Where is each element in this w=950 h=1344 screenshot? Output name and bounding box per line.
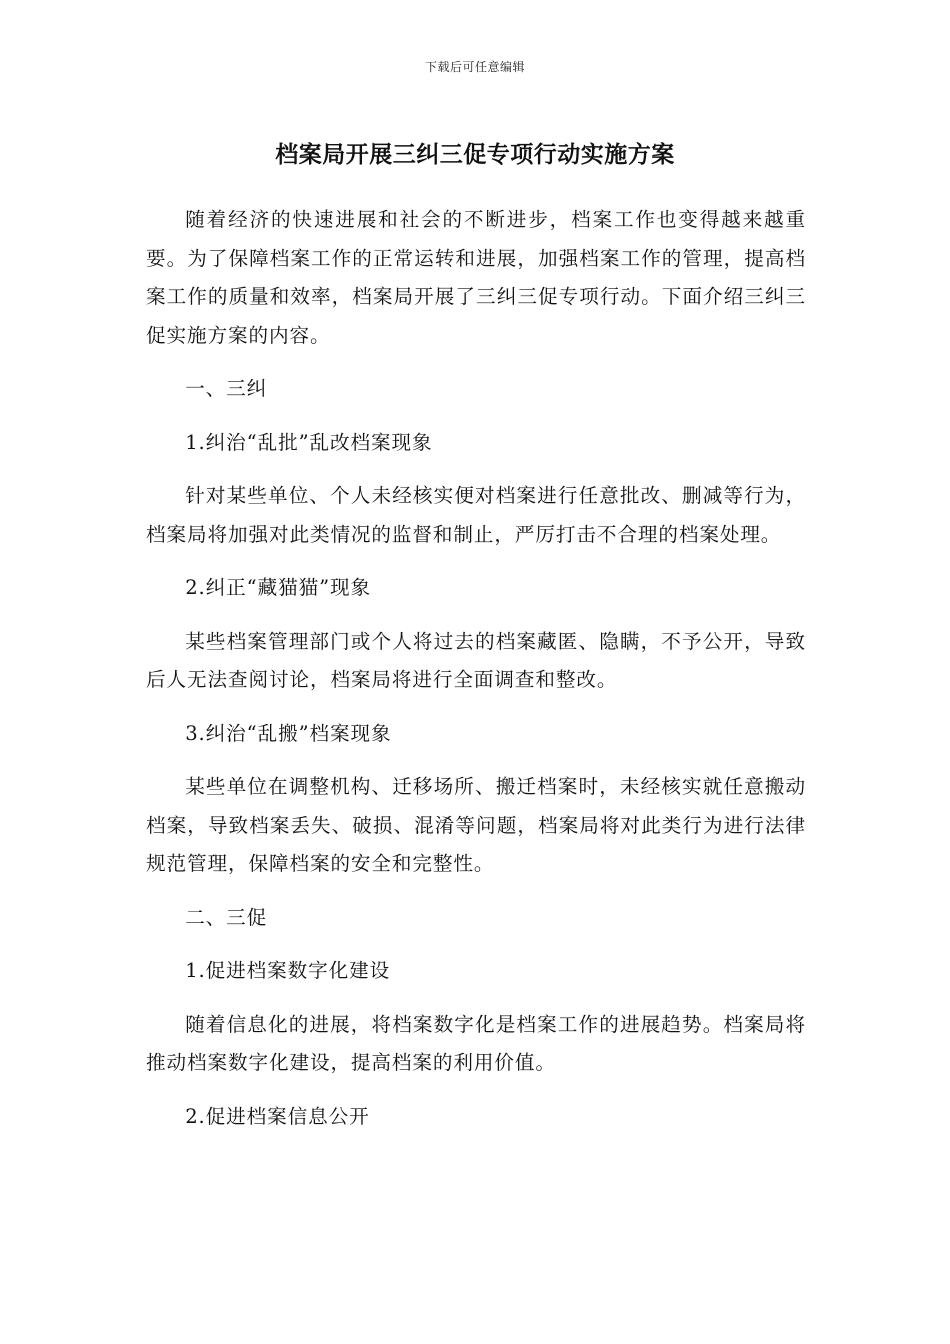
subheading-item-3: 3.纠治“乱搬”档案现象 bbox=[185, 721, 392, 745]
section-heading-san-jiu: 一、三纠 bbox=[185, 377, 268, 400]
document-body bbox=[146, 201, 806, 1151]
body-paragraph: 某些单位在调整机构、迁移场所、搬迁档案时，未经核实就任意搬动档案，导致档案丢失、破损、混淆等问题，档案局将对此类行为进行法律规范管理，保障档案的安全和完整性。 bbox=[146, 775, 806, 875]
body-paragraph: 随着信息化的进展，将档案数字化是档案工作的进展趋势。档案局将推动档案数字化建设，提高档案的利用价值。 bbox=[146, 1012, 806, 1074]
section-heading-san-cu: 二、三促 bbox=[185, 905, 268, 929]
subheading-item-2: 2.纠正“藏猫猫”现象 bbox=[185, 576, 371, 599]
body-paragraph: 针对某些单位、个人未经核实便对档案进行任意批改、删减等行为，档案局将加强对此类情况的监督和制止，严厉打击不合理的档案处理。 bbox=[146, 484, 806, 546]
document-title: 档案局开展三纠三促专项行动实施方案 bbox=[275, 142, 675, 168]
intro-paragraph: 随着经济的快速进展和社会的不断进步，档案工作也变得越来越重要。为了保障档案工作的正常运转和进展，加强档案工作的管理，提高档案工作的质量和效率，档案局开展了三纠三促专项行动。下面介绍三纠三促实施方案的内容。 bbox=[146, 208, 806, 347]
body-paragraph: 某些档案管理部门或个人将过去的档案藏匿、隐瞒，不予公开，导致后人无法查阅讨论，档案局将进行全面调查和整改。 bbox=[146, 629, 806, 691]
page-header-note: 下载后可任意编辑 bbox=[424, 60, 525, 74]
subheading-item-2: 2.促进档案信息公开 bbox=[185, 1104, 370, 1128]
subheading-item-1: 1.促进档案数字化建设 bbox=[185, 959, 391, 982]
subheading-item-1: 1.纠治“乱批”乱改档案现象 bbox=[185, 430, 433, 454]
